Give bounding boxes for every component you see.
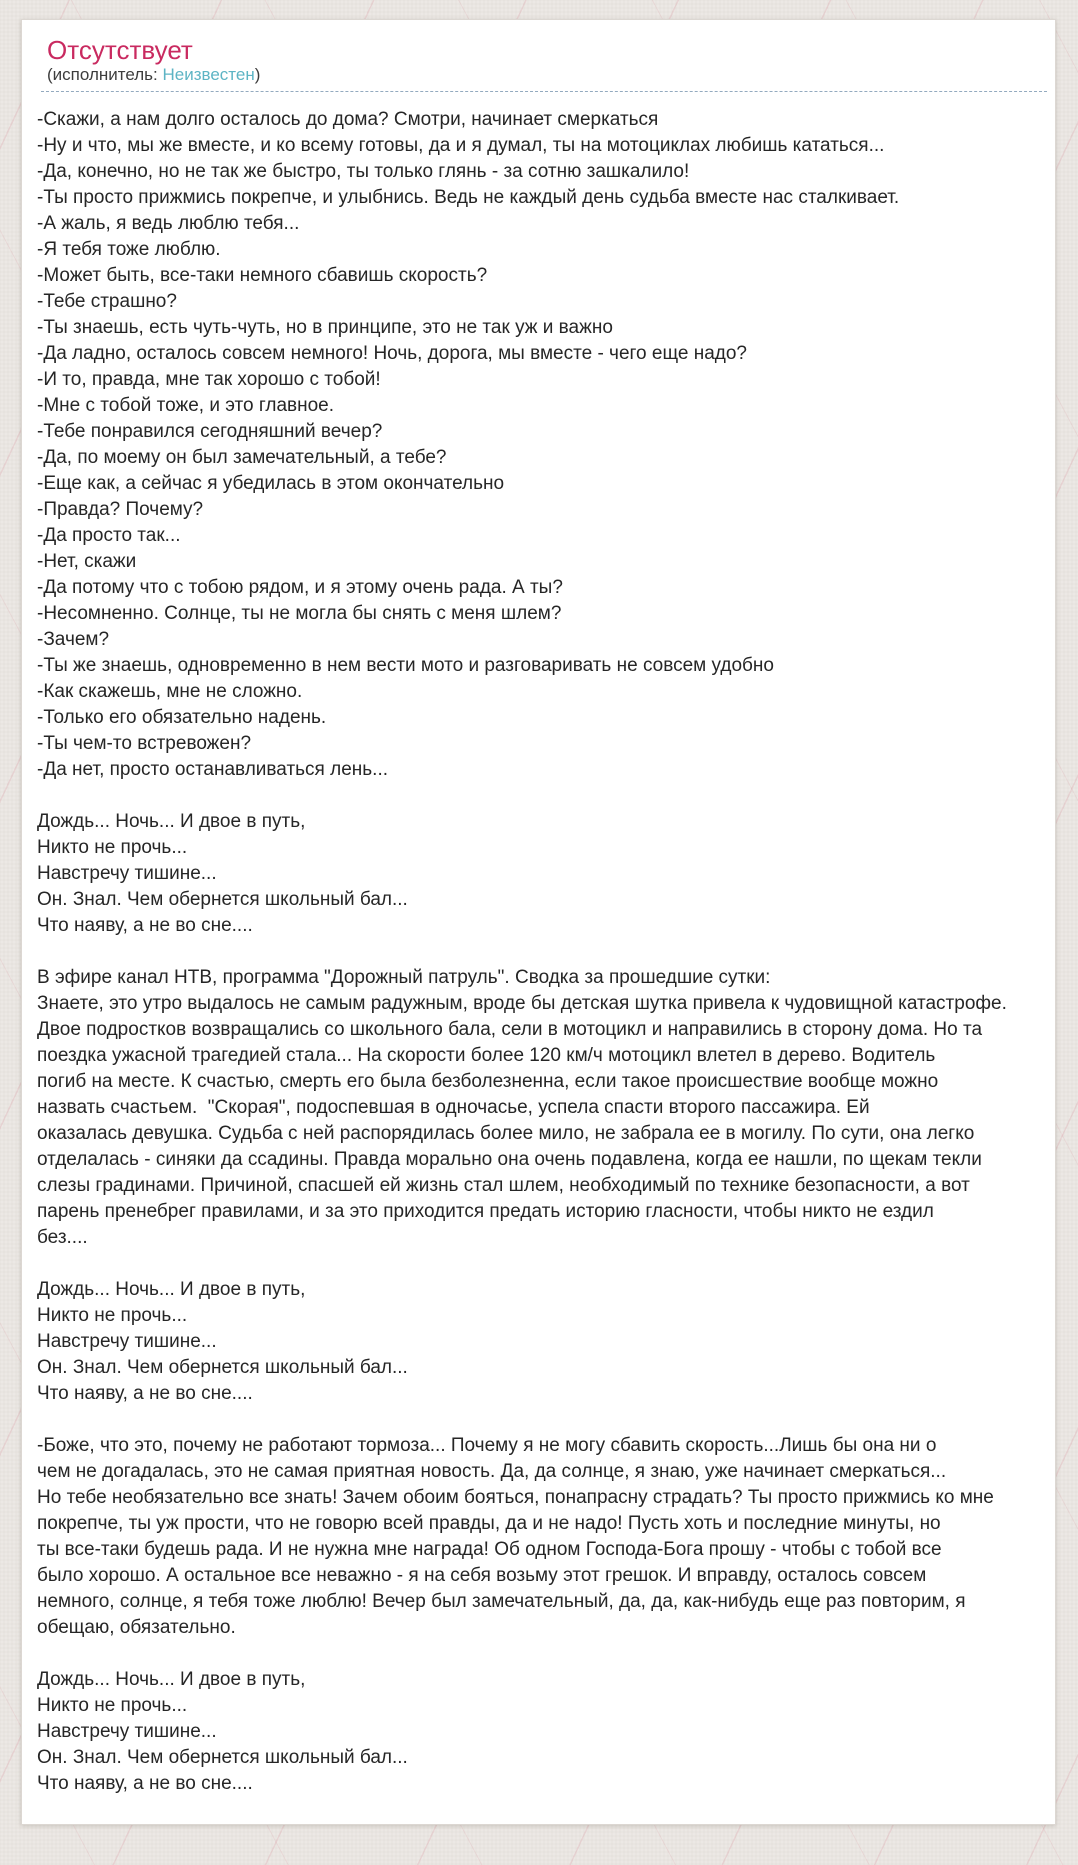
lyrics-line: Никто не прочь... bbox=[37, 837, 188, 858]
lyrics-line: покрепче, ты уж прости, что не говорю всей правды, да и не надо! Пусть хоть и последние минуты, но bbox=[37, 1513, 941, 1534]
lyrics-line: Что наяву, а не во сне.... bbox=[37, 1383, 253, 1404]
lyrics-line: -Я тебя тоже люблю. bbox=[37, 239, 221, 260]
lyrics-line: -Может быть, все-таки немного сбавишь скорость? bbox=[37, 265, 488, 286]
lyrics-line: -Боже, что это, почему не работают тормоза... Почему я не могу сбавить скорость...Лишь бы она ни о bbox=[37, 1435, 937, 1456]
page-background bbox=[0, 19, 1078, 1865]
lyrics-line: -Да ладно, осталось совсем немного! Ночь, дорога, мы вместе - чего еще надо? bbox=[37, 343, 747, 364]
lyrics-line: чем не догадалась, это не самая приятная новость. Да, да солнце, я знаю, уже начинает смеркаться... bbox=[37, 1461, 947, 1482]
lyrics-line: назвать счастьем. "Скорая", подоспевшая в одночасье, успела спасти второго пассажира. Ей bbox=[37, 1097, 870, 1118]
lyrics-line: немного, солнце, я тебя тоже люблю! Вечер был замечательный, да, да, как-нибудь еще раз повторим, я bbox=[37, 1591, 966, 1612]
lyrics-line: -Еще как, а сейчас я убедилась в этом окончательно bbox=[37, 473, 505, 494]
stanza-chorus bbox=[37, 1667, 1043, 1797]
lyrics-line: -Ты знаешь, есть чуть-чуть, но в принципе, это не так уж и важно bbox=[37, 317, 613, 338]
lyrics-line: -Только его обязательно надень. bbox=[37, 707, 327, 728]
lyrics-line: слезы градинами. Причиной, спасшей ей жизнь стал шлем, необходимый по технике безопасности, а вот bbox=[37, 1175, 970, 1196]
song-header bbox=[41, 20, 1047, 92]
lyrics-line: -Как скажешь, мне не сложно. bbox=[37, 681, 303, 702]
lyrics-line: Дождь... Ночь... И двое в путь, bbox=[37, 1279, 306, 1300]
artist-label-suffix: ) bbox=[254, 65, 261, 84]
lyrics-line: -А жаль, я ведь люблю тебя... bbox=[37, 213, 300, 234]
lyrics-line: погиб на месте. К счастью, смерть его была безболезненна, если такое происшествие вообще можно bbox=[37, 1071, 939, 1092]
lyrics-line: -Ну и что, мы же вместе, и ко всему готовы, да и я думал, ты на мотоциклах любишь кататься... bbox=[37, 135, 885, 156]
artist-link[interactable]: Неизвестен bbox=[162, 65, 255, 84]
stanza-chorus bbox=[37, 1277, 1043, 1407]
lyrics-line: без.... bbox=[37, 1227, 88, 1248]
lyrics-line: В эфире канал НТВ, программа "Дорожный патруль". Сводка за прошедшие сутки: bbox=[37, 967, 771, 988]
lyrics-line: Дождь... Ночь... И двое в путь, bbox=[37, 811, 306, 832]
lyrics-line: Навстречу тишине... bbox=[37, 1721, 217, 1742]
artist-line bbox=[47, 64, 1047, 86]
artist-label: (исполнитель: bbox=[47, 65, 163, 84]
stanza-chorus bbox=[37, 809, 1043, 939]
lyrics-card bbox=[21, 19, 1056, 1825]
lyrics-line: -Да нет, просто останавливаться лень... bbox=[37, 759, 388, 780]
lyrics-line: -Зачем? bbox=[37, 629, 110, 650]
lyrics-line: -Ты просто прижмись покрепче, и улыбнись. Ведь не каждый день судьба вместе нас сталкивает. bbox=[37, 187, 900, 208]
lyrics-line: отделалась - синяки да ссадины. Правда морально она очень подавлена, когда ее нашли, по щекам текли bbox=[37, 1149, 982, 1170]
lyrics-line: поездка ужасной трагедией стала... На скорости более 120 км/ч мотоцикл влетел в дерево. Водитель bbox=[37, 1045, 936, 1066]
lyrics-line: Что наяву, а не во сне.... bbox=[37, 1773, 253, 1794]
lyrics-line: -Мне с тобой тоже, и это главное. bbox=[37, 395, 335, 416]
lyrics-line: ты все-таки будешь рада. И не нужна мне награда! Об одном Господа-Бога прошу - чтобы с тобой все bbox=[37, 1539, 942, 1560]
stanza-verse bbox=[37, 1433, 1043, 1641]
stanza-dialogue bbox=[37, 107, 1043, 783]
lyrics-line: Но тебе необязательно все знать! Зачем обоим бояться, понапрасну страдать? Ты просто прижмись ко мне bbox=[37, 1487, 994, 1508]
lyrics-line: Он. Знал. Чем обернется школьный бал... bbox=[37, 889, 408, 910]
lyrics-line: -Тебе страшно? bbox=[37, 291, 177, 312]
lyrics-line: парень пренебрег правилами, и за это приходится предать историю гласности, чтобы никто не ездил bbox=[37, 1201, 934, 1222]
lyrics-line: оказалась девушка. Судьба с ней распорядилась более мило, не забрала ее в могилу. По сути, она легко bbox=[37, 1123, 975, 1144]
lyrics-line: -Тебе понравился сегодняшний вечер? bbox=[37, 421, 383, 442]
lyrics-line: -Нет, скажи bbox=[37, 551, 137, 572]
lyrics-line: -Ты чем-то встревожен? bbox=[37, 733, 252, 754]
lyrics-line: -Да просто так... bbox=[37, 525, 181, 546]
lyrics-line: Что наяву, а не во сне.... bbox=[37, 915, 253, 936]
lyrics-line: обещаю, обязательно. bbox=[37, 1617, 236, 1638]
stanza-verse bbox=[37, 965, 1043, 1251]
lyrics-line: -Да потому что с тобою рядом, и я этому очень рада. А ты? bbox=[37, 577, 563, 598]
lyrics-line: Он. Знал. Чем обернется школьный бал... bbox=[37, 1357, 408, 1378]
lyrics-line: было хорошо. А остальное все неважно - я на себя возьму этот грешок. И вправду, осталось совсем bbox=[37, 1565, 927, 1586]
lyrics-line: Никто не прочь... bbox=[37, 1305, 188, 1326]
lyrics-line: Дождь... Ночь... И двое в путь, bbox=[37, 1669, 306, 1690]
lyrics-line: Знаете, это утро выдалось не самым радужным, вроде бы детская шутка привела к чудовищной катастрофе. bbox=[37, 993, 1007, 1014]
lyrics-line: Он. Знал. Чем обернется школьный бал... bbox=[37, 1747, 408, 1768]
song-title: Отсутствует bbox=[47, 35, 193, 65]
lyrics-line: -Ты же знаешь, одновременно в нем вести мото и разговаривать не совсем удобно bbox=[37, 655, 774, 676]
lyrics-line: Двое подростков возвращались со школьного бала, сели в мотоцикл и направились в сторону дома. Но та bbox=[37, 1019, 983, 1040]
lyrics-line: -Скажи, а нам долго осталось до дома? Смотри, начинает смеркаться bbox=[37, 109, 659, 130]
lyrics-line: -Несомненно. Солнце, ты не могла бы снять с меня шлем? bbox=[37, 603, 562, 624]
lyrics-text bbox=[22, 92, 1055, 1825]
lyrics-line: -Да, конечно, но не так же быстро, ты только глянь - за сотню зашкалило! bbox=[37, 161, 690, 182]
lyrics-line: -Правда? Почему? bbox=[37, 499, 204, 520]
lyrics-line: Навстречу тишине... bbox=[37, 863, 217, 884]
lyrics-line: Навстречу тишине... bbox=[37, 1331, 217, 1352]
lyrics-line: -И то, правда, мне так хорошо с тобой! bbox=[37, 369, 381, 390]
lyrics-line: -Да, по моему он был замечательный, а тебе? bbox=[37, 447, 447, 468]
lyrics-line: Никто не прочь... bbox=[37, 1695, 188, 1716]
